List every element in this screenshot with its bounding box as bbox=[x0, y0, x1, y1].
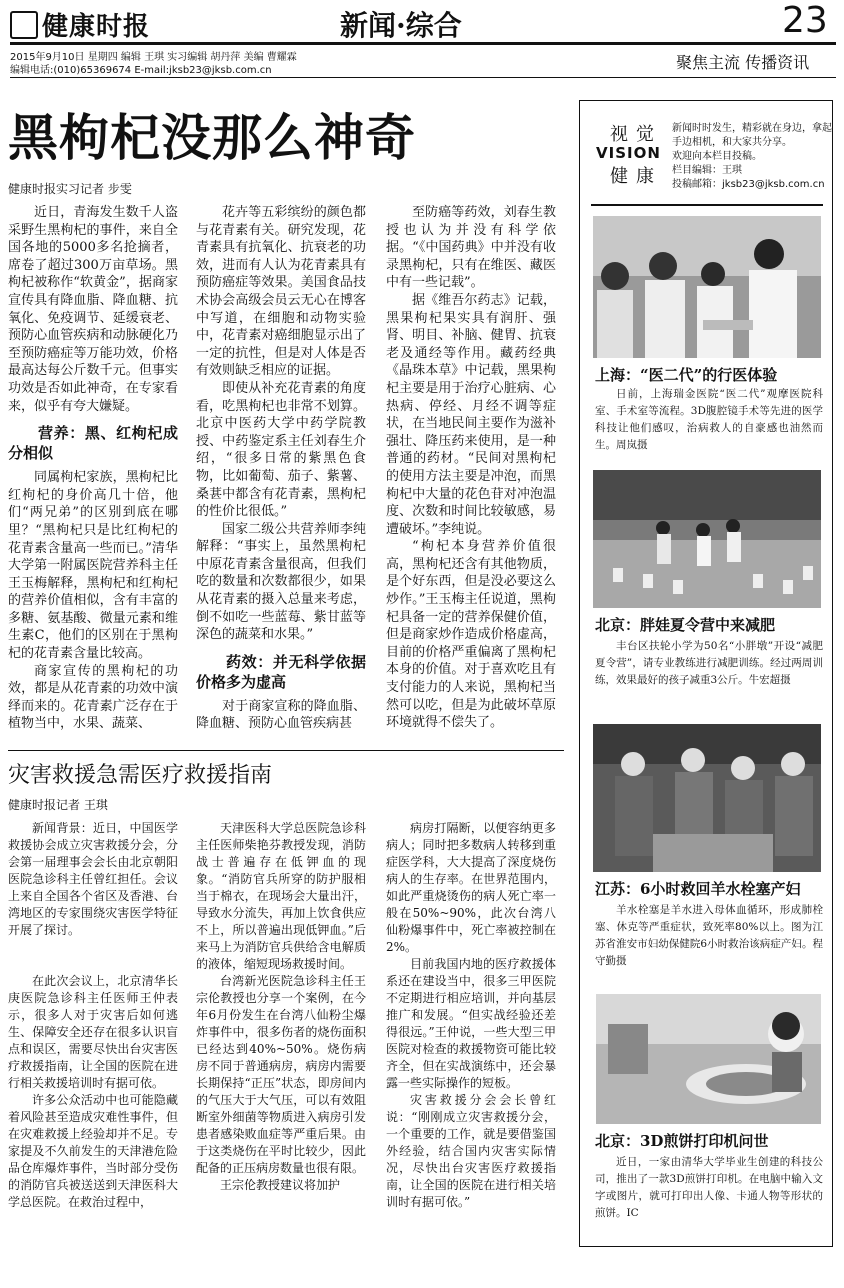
caption-text: 近日，一家由清华大学毕业生创建的科技公司，推出了一款3D煎饼打印机。在电脑中输入文字或图片，就可打印出人像、卡通人物等形状的煎饼。IC bbox=[595, 1156, 823, 1219]
paragraph: 商家宣传的黑枸杞的功效，都是从花青素的功效中演绎而来的。花青素广泛存在于植物当中，水果、蔬菜、 bbox=[8, 663, 178, 732]
sidebar-rule bbox=[591, 204, 823, 206]
logo-mark-icon bbox=[10, 11, 38, 39]
paragraph: 近日，青海发生数千人盗采野生黑枸杞的事件，来自全国各地的5000多名抢摘者，席卷了超过300万亩草场。黑枸杞被称作“软黄金”，据商家宣传具有降血脂、降血糖、抗氧化、免疫调节、延缓衰老、预防心血管疾病和动脉硬化乃至预防癌症等万能功效，价格最高达每公斤数千元。但事实功效是否如此神奇，在专家看来，似乎有夸大嫌疑。 bbox=[8, 205, 178, 414]
section-title: 新闻·综合 bbox=[340, 9, 462, 42]
paragraph: 国家二级公共营养师李纯解释：“事实上，虽然黑枸杞中原花青素含量很高，但我们吃的数量和次数都很少，如果从花青素的摄入总量来考虑，倒不如吃一些蓝莓、紫甘蓝等深色的蔬菜和水果。” bbox=[196, 521, 366, 643]
sidebar-caption-title-4: 北京：3D煎饼打印机问世 bbox=[595, 1132, 769, 1150]
article1-column-3 bbox=[386, 204, 556, 732]
photo-doctors bbox=[593, 216, 821, 358]
vision-title-top: 视觉 bbox=[610, 124, 662, 145]
paragraph: 至防癌等药效，刘春生教授也认为并没有科学依据。“《中国药典》中并没有收录黑枸杞，只有在维医、藏医中有一些记载”。 bbox=[386, 205, 556, 291]
paragraph-gap bbox=[8, 939, 178, 973]
article1-byline: 健康时报实习记者 步雯 bbox=[8, 182, 132, 196]
paragraph: 据《维吾尔药志》记载，黑果枸杞果实具有润肝、强肾、明目、补脑、健胃、抗衰老及通经等作用。藏药经典《晶珠本草》中记载，黑果枸杞主要是用于治疗心脏病、心热病、停经、月经不调等症状，在当地民间主要作为滋补强壮、降压药来使用，是一种普通的药材。“民间对黑枸杞的使用方法主要是冲泡，而黑枸杞中大量的花色苷对冲泡温度、次数和时间比较敏感，易遭破坏。”李纯说。 bbox=[386, 292, 556, 537]
paragraph: 王宗伦教授建议将加护 bbox=[220, 1178, 341, 1192]
paragraph: 即使从补充花青素的角度看，吃黑枸杞也非常不划算。北京中医药大学中药学院教授、中药鉴定系主任刘春生介绍，“很多日常的紫黑色食物，比如葡萄、茄子、紫薯、桑葚中都含有花青素，黑枸杞的性价比很低。” bbox=[196, 380, 366, 520]
paragraph: 目前我国内地的医疗救援体系还在建设当中，很多三甲医院不定期进行相应培训，并向基层推广和发展。“但实战经验还差得很远。”王仲说，一些大型三甲医院对检查的救援物资可能比较齐全，但在实战演练中，还会暴露一些实际操作的短板。 bbox=[386, 957, 556, 1090]
caption-text: 丰台区扶轮小学为50名“小胖墩”开设“减肥夏令营”，请专业教练进行减肥训练。经过两周训练，效果最好的孩子减重3公斤。牛宏超摄 bbox=[595, 640, 823, 686]
vision-title-en: VISION bbox=[596, 144, 661, 162]
paragraph: 新闻背景：近日，中国医学救援协会成立灾害救援分会，分会第一届理事会会长由北京朝阳医院急诊科主任曾红担任。会议上来自全国各个省区及香港、台湾地区的专家围绕灾害医学特征开展了探讨。 bbox=[8, 821, 178, 937]
page-number: 23 bbox=[782, 0, 828, 41]
paragraph: 花卉等五彩缤纷的颜色都与花青素有关。研究发现，花青素具有抗氧化、抗衰老的功效，进而有人认为花青素具有预防癌症等效果。美国食品技术协会高级会员云无心在博客中写道，在细胞和动物实验中，花青素对癌细胞显示出了一定的抗性，但是对人体是否有效则缺乏相应的证据。 bbox=[196, 205, 366, 379]
article2-headline: 灾害救援急需医疗救援指南 bbox=[8, 763, 273, 788]
subheading: 药效：并无科学依据价格多为虚高 bbox=[196, 652, 366, 691]
sidebar-caption-body-1 bbox=[595, 386, 823, 454]
intro-line: 欢迎向本栏目投稿。 bbox=[672, 151, 762, 162]
intro-line: 栏目编辑：王琪 bbox=[672, 165, 742, 176]
paragraph: 同属枸杞家族，黑枸杞比红枸杞的身价高几十倍，他们“两兄弟”的区别到底在哪里？“黑枸杞只是比红枸杞的花青素含量高一些而已。”清华大学第一附属医院营养科主任王玉梅解释，黑枸杞和红枸杞的营养价值相似，含有丰富的多糖、氨基酸、微量元素和维生素C，他们的区别在于黑枸杞的花青素含量比较高。 bbox=[8, 470, 178, 662]
issue-info: 2015年9月10日 星期四 编辑 王琪 实习编辑 胡丹萍 美编 曹耀霖 bbox=[10, 52, 297, 63]
article1-column-2 bbox=[196, 204, 366, 733]
logo-text: 健康时报 bbox=[42, 12, 151, 42]
paragraph: 灾害救援分会会长曾红说：“刚刚成立灾害救援分会，一个重要的工作，就是要借鉴国外经验，结合国内灾害实际情况，尽快出台灾害医疗救援指南，让全国的医院在进行相关培训时有据可依。” bbox=[386, 1093, 556, 1209]
article2-column-1 bbox=[8, 820, 178, 1211]
header-rule bbox=[10, 42, 836, 45]
sidebar-caption-body-2 bbox=[595, 638, 823, 689]
article-separator bbox=[8, 750, 564, 751]
vision-title-bottom: 健康 bbox=[610, 166, 662, 187]
sidebar-caption-title-3: 江苏：6小时救回羊水栓塞产妇 bbox=[595, 880, 801, 898]
paragraph: 病房打隔断，以便容纳更多病人；同时把多数病人转移到重症医学科，大大提高了深度烧伤病人的生存率。在世界范围内，如此严重烧烫伤的病人死亡率一般在50%~90%，此次台湾八仙粉爆事件中，死亡率被控制在2%。 bbox=[386, 821, 556, 954]
paragraph: 台湾新光医院急诊科主任王宗伦教授也分享一个案例，在今年6月份发生在台湾八仙粉尘爆炸事件中，很多伤者的烧伤面积已经达到40%~50%。烧伤病房不同于普通病房，病房内需要长期保持“正压”状态，即房间内的气压大于大气压，可以有效阻断室外细菌等物质进入病房引发患者感染败血症等严重后果。由于这类烧伤在平时比较少，因此配备的正压病房数量也很有限。 bbox=[196, 974, 366, 1175]
contact-info: 编辑电话:(010)65369674 E-mail:jksb23@jksb.com.cn bbox=[10, 65, 272, 76]
newspaper-logo bbox=[10, 6, 150, 43]
sidebar-caption-title-2: 北京：胖娃夏令营中来减肥 bbox=[595, 616, 776, 634]
caption-text: 日前，上海瑞金医院“医二代”观摩医院科室、手术室等流程。3D腹腔镜手术等先进的医学科技让他们感叹，治病救人的自豪感也油然而生。周岚摄 bbox=[595, 388, 823, 451]
header-rule-thin bbox=[10, 77, 836, 78]
photo-kids-running bbox=[593, 470, 821, 608]
article2-column-2 bbox=[196, 820, 366, 1194]
paragraph: 对于商家宣称的降血脂、降血糖、预防心血管疾病甚 bbox=[196, 698, 366, 732]
article2-column-3 bbox=[386, 820, 556, 1211]
article1-headline: 黑枸杞没那么神奇 bbox=[8, 108, 416, 167]
slogan: 聚焦主流 传播资讯 bbox=[676, 53, 810, 72]
sidebar-caption-title-1: 上海：“医二代”的行医体验 bbox=[595, 366, 778, 384]
photo-3d-pancake bbox=[596, 994, 821, 1124]
subheading: 营养：黑、红枸杞成分相似 bbox=[8, 424, 178, 463]
paragraph: “枸杞本身营养价值很高，黑枸杞还含有其他物质，是个好东西，但是没必要这么炒作。”王玉梅主任说道，黑枸杞具备一定的营养保健价值，但是商家炒作造成价格虚高，目前的价格严重偏离了黑枸杞本身的价值。对于喜欢吃且有支付能力的人来说，黑枸杞当然可以吃，但是为此破坏草原环境就得不偿失了。 bbox=[386, 539, 556, 731]
intro-line: 投稿邮箱：jksb23@jksb.com.cn bbox=[672, 179, 825, 190]
paragraph: 许多公众活动中也可能隐藏着风险甚至造成灾难性事件，但在灾难救援上经验却并不足。专家提及不久前发生的天津港危险品仓库爆炸事件，当时部分受伤的消防官兵被送送到天津医科大学总医院。在救治过程中， bbox=[8, 1093, 178, 1209]
article2-byline: 健康时报记者 王琪 bbox=[8, 798, 108, 812]
photo-surgery bbox=[593, 724, 821, 872]
vision-intro bbox=[672, 122, 832, 192]
caption-text: 羊水栓塞是羊水进入母体血循环，形成肺栓塞、休克等严重症状，致死率80%以上。图为江苏省淮安市妇幼保健院6小时救治该病症产妇。程守勤摄 bbox=[595, 904, 823, 967]
paragraph: 在此次会议上，北京清华长庚医院急诊科主任医师王仲表示，很多人对于灾害后如何逃生、保障安全还存在很多认识盲点和误区，需要尽快出台灾害医疗救援指南，让全国的医院在进行相关救援培训时有据可依。 bbox=[8, 974, 178, 1090]
sidebar-caption-body-4 bbox=[595, 1154, 823, 1222]
article1-column-1 bbox=[8, 204, 178, 733]
sidebar-caption-body-3 bbox=[595, 902, 823, 970]
paragraph: 天津医科大学总医院急诊科主任医师柴艳芬教授发现，消防战士普遍存在低钾血的现象。“消防官兵所穿的防护服相当于棉衣，在现场会大量出汗，导致水分流失，再加上饮食供应不上，所以普遍出现低钾血。”后来马上为消防官兵供给含电解质的液体，缩短现场救援时间。 bbox=[196, 821, 366, 971]
intro-line: 新闻时时发生，精彩就在身边，拿起手边相机，和大家共分享。 bbox=[672, 123, 832, 148]
